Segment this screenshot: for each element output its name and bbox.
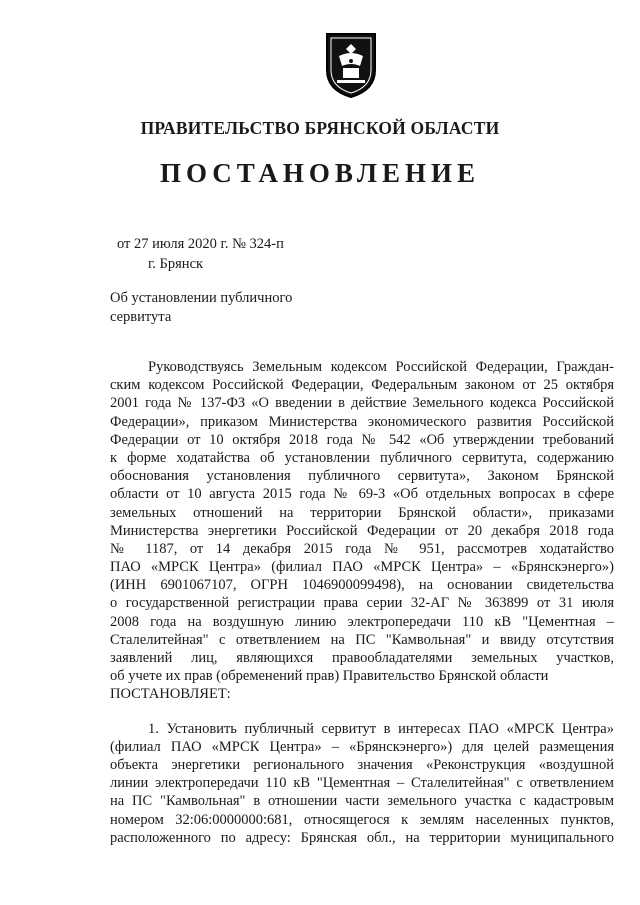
- text-line: ским кодексом Российской Федерации, Федеральным законом от 25 октября: [110, 377, 614, 394]
- text-line: Сталелитейная" с ответвлением на ПС "Камвольная" и ввиду отсутствия: [110, 631, 614, 648]
- text-line: об учете их прав (обременений прав) Правительство Брянской области: [110, 668, 549, 685]
- paragraph-item-1: [110, 720, 614, 847]
- text-line: о государственной регистрации права серии 32-АГ № 363899 от 31 июля: [110, 595, 614, 612]
- document-type-heading: ПОСТАНОВЛЕНИЕ: [159, 158, 481, 188]
- paragraph-preamble: [110, 358, 614, 704]
- text-line: Руководствуясь Земельным кодексом Российской Федерации, Граждан-: [148, 359, 614, 375]
- text-line: Федерации от 10 октября 2018 года № 542 «Об утверждении требований: [110, 431, 614, 448]
- coat-of-arms-icon: [323, 30, 379, 100]
- text-line: (филиал ПАО «МРСК Центра» – «Брянскэнерго») для целей размещения: [110, 738, 614, 755]
- text-line: 1. Установить публичный сервитут в интересах ПАО «МРСК Центра»: [148, 720, 614, 737]
- document-city: г. Брянск: [148, 256, 204, 272]
- text-line: к форме ходатайства об установлении публичного сервитута, содержанию: [110, 449, 614, 466]
- text-line: Министерства энергетики Российской Федерации от 20 декабря 2018 года: [110, 522, 614, 539]
- text-line: расположенного по адресу: Брянская обл., на территории муниципального: [110, 829, 614, 846]
- document-body: [110, 358, 614, 847]
- text-line: ПАО «МРСК Центра» (филиал ПАО «МРСК Центра» – «Брянскэнерго»): [110, 559, 614, 576]
- text-line: на ПС "Камвольная" в отношении части земельного участка с кадастровым: [110, 793, 614, 810]
- decree-word: ПОСТАНОВЛЯЕТ:: [110, 686, 231, 703]
- text-line: заявлений лиц, являющихся правообладателями земельных участков,: [110, 650, 614, 666]
- document-date-number: от 27 июля 2020 г. № 324-п: [117, 236, 284, 252]
- text-line: обоснования установления публичного сервитута», Законом Брянской: [110, 468, 614, 485]
- text-line: номером 32:06:0000000:681, относящегося к землям населенных пунктов,: [110, 811, 614, 828]
- text-line: 2001 года № 137-ФЗ «О введении в действие Земельного кодекса Российской: [110, 395, 614, 412]
- text-line: земельных отношений на территории Брянской области», приказами: [110, 504, 614, 521]
- subject-line: сервитута: [110, 309, 172, 325]
- text-line: линии электропередачи 110 кВ "Цементная – Сталелитейная" с ответвлением: [110, 775, 614, 792]
- subject-line: Об установлении публичного: [110, 290, 293, 306]
- text-line: 2008 года на воздушную линию электропередачи 110 кВ "Цементная –: [110, 613, 614, 630]
- text-line: Федерации», приказом Министерства экономического развития Российской: [110, 413, 614, 430]
- text-line: № 1187, от 14 декабря 2015 года № 951, рассмотрев ходатайство: [110, 540, 614, 557]
- text-line: области от 10 августа 2015 года № 69-З «Об отдельных вопросах в сфере: [110, 486, 614, 503]
- text-line: объекта энергетики регионального значения «Реконструкция «воздушной: [110, 756, 614, 773]
- text-line: (ИНН 6901067107, ОГРН 1046900099498), на основании свидетельства: [110, 577, 614, 594]
- organization-title: ПРАВИТЕЛЬСТВО БРЯНСКОЙ ОБЛАСТИ: [140, 118, 500, 138]
- document-subject: [110, 289, 292, 327]
